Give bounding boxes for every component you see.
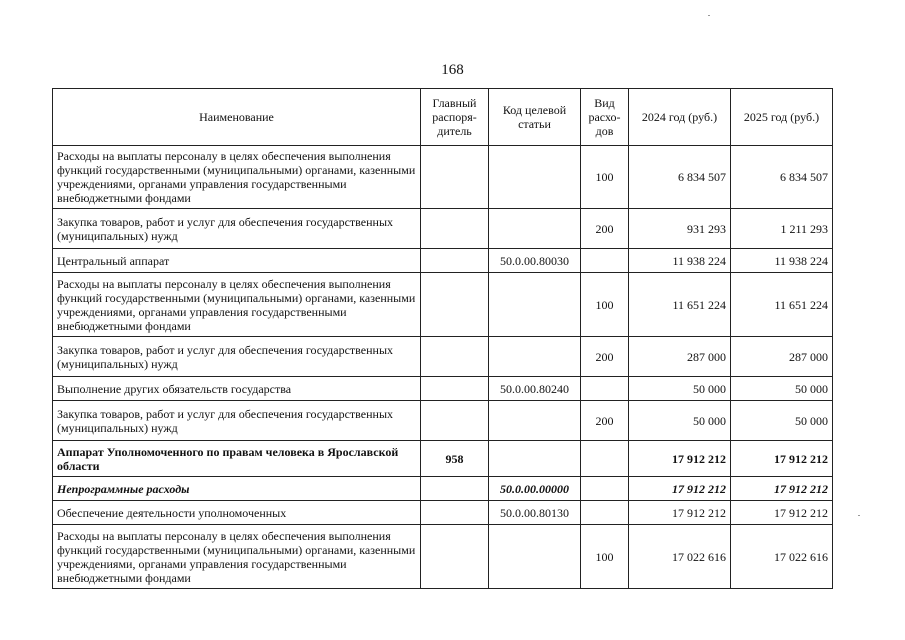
row-code: [489, 146, 581, 209]
table-row: [53, 249, 833, 273]
header-code: Код целевой статьи: [489, 89, 581, 146]
row-name: Закупка товаров, работ и услуг для обеспечения государственных (муниципальных) нужд: [53, 209, 421, 249]
table-row: [53, 525, 833, 589]
row-dept: [421, 209, 489, 249]
row-code: [489, 525, 581, 589]
row-code: 50.0.00.80030: [489, 249, 581, 273]
scan-speck: [708, 15, 710, 16]
row-dept: [421, 377, 489, 401]
row-2024: 6 834 507: [629, 146, 731, 209]
row-dept: [421, 477, 489, 501]
row-code: 50.0.00.00000: [489, 477, 581, 501]
row-dept: [421, 146, 489, 209]
row-2024: 17 912 212: [629, 477, 731, 501]
row-exp: 200: [581, 209, 629, 249]
row-exp: 200: [581, 337, 629, 377]
row-2024: 931 293: [629, 209, 731, 249]
row-dept: [421, 273, 489, 337]
row-dept: [421, 337, 489, 377]
table-row: [53, 146, 833, 209]
table-row: [53, 377, 833, 401]
table-header-row: [53, 89, 833, 146]
table-row: [53, 273, 833, 337]
row-2025: 50 000: [731, 401, 833, 441]
row-exp: [581, 477, 629, 501]
row-2024: 50 000: [629, 401, 731, 441]
row-2025: 11 938 224: [731, 249, 833, 273]
table-row: [53, 441, 833, 477]
table-row: [53, 209, 833, 249]
row-name: Расходы на выплаты персоналу в целях обеспечения выполнения функций государственными (муниципальными) органами, казенными учреждениями, органами управления государственными внебюджетными фондами: [53, 146, 421, 209]
row-dept: [421, 525, 489, 589]
row-code: 50.0.00.80240: [489, 377, 581, 401]
row-2024: 17 912 212: [629, 501, 731, 525]
row-2025: 287 000: [731, 337, 833, 377]
row-2024: 50 000: [629, 377, 731, 401]
row-2025: 50 000: [731, 377, 833, 401]
header-dept: Главный распоря-дитель: [421, 89, 489, 146]
row-code: [489, 401, 581, 441]
row-2025: 17 912 212: [731, 501, 833, 525]
row-2025: 1 211 293: [731, 209, 833, 249]
row-code: 50.0.00.80130: [489, 501, 581, 525]
row-exp: [581, 377, 629, 401]
row-2025: 11 651 224: [731, 273, 833, 337]
row-exp: [581, 249, 629, 273]
table-row: [53, 477, 833, 501]
row-dept: [421, 501, 489, 525]
row-2025: 17 912 212: [731, 477, 833, 501]
budget-table: [52, 88, 833, 589]
row-name: Выполнение других обязательств государства: [53, 377, 421, 401]
row-2024: 11 938 224: [629, 249, 731, 273]
row-2025: 6 834 507: [731, 146, 833, 209]
row-exp: 200: [581, 401, 629, 441]
row-code: [489, 441, 581, 477]
row-name: Непрограммные расходы: [53, 477, 421, 501]
table-row: [53, 501, 833, 525]
row-2024: 287 000: [629, 337, 731, 377]
table-row: [53, 337, 833, 377]
header-name: Наименование: [53, 89, 421, 146]
row-2025: 17 912 212: [731, 441, 833, 477]
row-dept: 958: [421, 441, 489, 477]
header-2024: 2024 год (руб.): [629, 89, 731, 146]
row-exp: 100: [581, 273, 629, 337]
row-code: [489, 209, 581, 249]
row-2024: 17 912 212: [629, 441, 731, 477]
header-2025: 2025 год (руб.): [731, 89, 833, 146]
page-number: 168: [441, 62, 464, 78]
row-name: Расходы на выплаты персоналу в целях обеспечения выполнения функций государственными (муниципальными) органами, казенными учреждениями, органами управления государственными внебюджетными фондами: [53, 273, 421, 337]
row-name: Аппарат Уполномоченного по правам человека в Ярославской области: [53, 441, 421, 477]
row-exp: [581, 441, 629, 477]
row-2024: 17 022 616: [629, 525, 731, 589]
row-code: [489, 337, 581, 377]
row-2025: 17 022 616: [731, 525, 833, 589]
row-2024: 11 651 224: [629, 273, 731, 337]
row-name: Обеспечение деятельности уполномоченных: [53, 501, 421, 525]
table-row: [53, 401, 833, 441]
row-dept: [421, 249, 489, 273]
row-dept: [421, 401, 489, 441]
row-name: Расходы на выплаты персоналу в целях обеспечения выполнения функций государственными (муниципальными) органами, казенными учреждениями, органами управления государственными внебюджетными фондами: [53, 525, 421, 589]
row-exp: [581, 501, 629, 525]
row-exp: 100: [581, 146, 629, 209]
row-name: Закупка товаров, работ и услуг для обеспечения государственных (муниципальных) нужд: [53, 337, 421, 377]
header-exp: Вид расхо-дов: [581, 89, 629, 146]
row-name: Центральный аппарат: [53, 249, 421, 273]
scan-speck: [858, 515, 860, 516]
row-code: [489, 273, 581, 337]
row-exp: 100: [581, 525, 629, 589]
row-name: Закупка товаров, работ и услуг для обеспечения государственных (муниципальных) нужд: [53, 401, 421, 441]
